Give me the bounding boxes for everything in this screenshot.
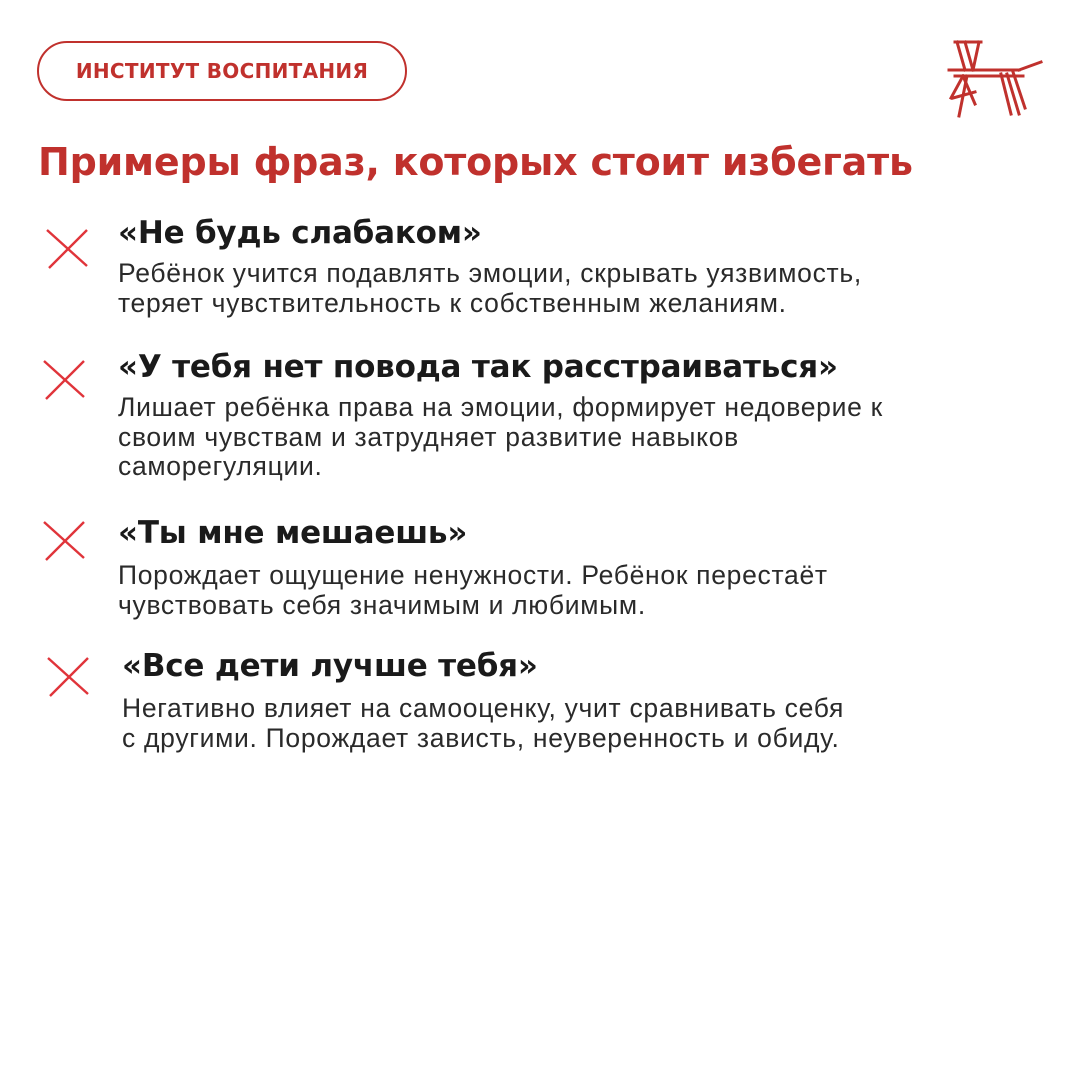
phrase-text: «Все дети лучше тебя» [122, 648, 538, 684]
chair-logo-icon [945, 38, 1045, 120]
phrase-text: «Не будь слабаком» [118, 215, 482, 251]
phrase-text: «У тебя нет повода так расстраиваться» [118, 349, 838, 385]
phrase-description: Ребёнок учится подавлять эмоции, скрывать уязвимость, теряет чувствительность к собственным желаниям. [118, 258, 862, 318]
cross-icon [40, 516, 88, 564]
phrase-text: «Ты мне мешаешь» [118, 515, 468, 551]
cross-icon [40, 355, 88, 403]
institute-badge: ИНСТИТУТ ВОСПИТАНИЯ [37, 41, 407, 101]
cross-icon [44, 652, 92, 700]
cross-icon [43, 224, 91, 272]
phrase-description: Порождает ощущение ненужности. Ребёнок перестаёт чувствовать себя значимым и любимым. [118, 560, 828, 620]
phrase-description: Лишает ребёнка права на эмоции, формирует недоверие к своим чувствам и затрудняет развитие навыков саморегуляции. [118, 392, 883, 481]
page-title: Примеры фраз, которых стоит избегать [38, 140, 913, 184]
phrase-description: Негативно влияет на самооценку, учит сравнивать себя с другими. Порождает зависть, неуверенность и обиду. [122, 693, 845, 753]
